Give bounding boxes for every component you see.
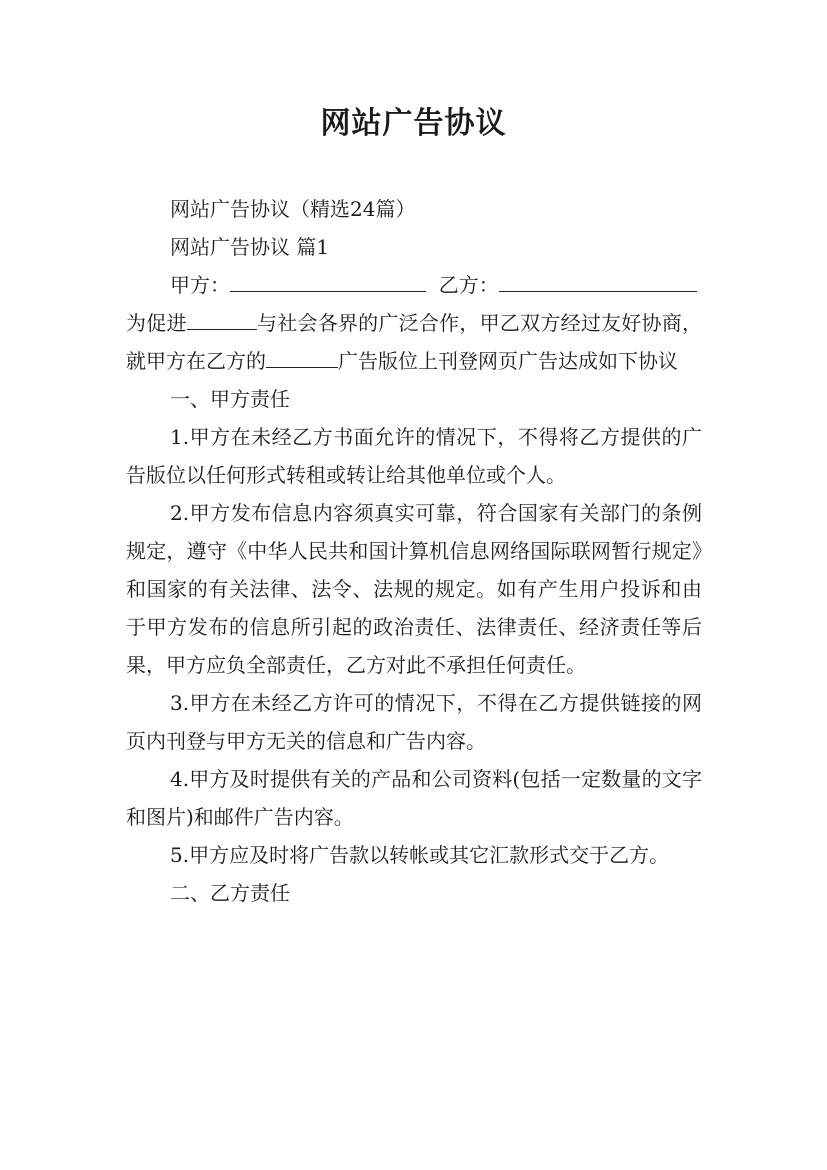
clause-1: 1.甲方在未经乙方书面允许的情况下，不得将乙方提供的广告版位以任何形式转租或转让给其他单位或个人。: [126, 425, 702, 487]
intro-blank-1: [187, 305, 257, 330]
party-b-label: 乙方：: [438, 273, 499, 297]
party-b-blank: [499, 267, 697, 292]
clause-5: 5.甲方应及时将广告款以转帐或其它汇款形式交于乙方。: [170, 843, 670, 867]
parties-line: [126, 266, 702, 304]
heading-party-a-duties: 一、甲方责任: [170, 387, 290, 411]
clause-3: 3.甲方在未经乙方许可的情况下，不得在乙方提供链接的网页内刊登与甲方无关的信息和广告内容。: [126, 691, 702, 753]
clause-2: 2.甲方发布信息内容须真实可靠，符合国家有关部门的条例规定，遵守《中华人民共和国计算机信息网络国际联网暂行规定》和国家的有关法律、法令、法规的规定。如有产生用户投诉和由于甲方发布的信息所引起的政治责任、法律责任、经济责任等后果，甲方应负全部责任，乙方对此不承担任何责任。: [126, 501, 702, 677]
heading-party-b-duties: 二、乙方责任: [170, 881, 290, 905]
intro-part2: 与社会各界的广泛合作，甲乙双方经过友好协商，就甲方在乙方的: [126, 311, 703, 373]
intro-paragraph: [126, 304, 702, 380]
party-a-label: 甲方：: [170, 273, 230, 297]
party-a-blank: [230, 267, 426, 292]
intro-blank-2: [266, 343, 338, 368]
intro-part1: 为促进: [126, 311, 187, 335]
document-body: [126, 190, 702, 912]
section-title: 网站广告协议 篇1: [170, 235, 330, 259]
document-subtitle: 网站广告协议（精选24篇）: [170, 197, 416, 221]
document-title: 网站广告协议: [320, 106, 507, 141]
clause-4: 4.甲方及时提供有关的产品和公司资料(包括一定数量的文字和图片)和邮件广告内容。: [126, 767, 702, 829]
intro-part3: 广告版位上刊登网页广告达成如下协议: [338, 349, 678, 373]
